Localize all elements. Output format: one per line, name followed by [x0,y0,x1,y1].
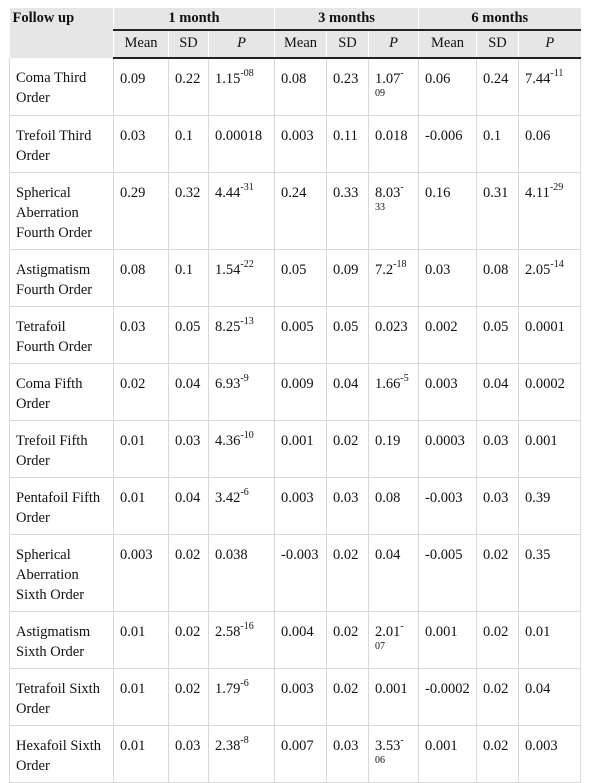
cell-value: 0.03 [333,738,359,754]
cell-exponent: -22 [240,259,254,270]
cell-value: 0.04 [375,547,401,563]
p-3-months-cell [369,173,419,250]
p-1-month-cell [209,364,275,421]
cell-value: 0.0001 [525,319,565,335]
table-row [10,307,581,364]
cell-exponent: -07 [375,621,404,652]
cell-value: 0.018 [375,128,408,144]
mean-3-months-cell [275,612,327,669]
sd-3-months-cell [327,116,369,173]
cell-value: 0.0003 [425,433,465,449]
cell-value: 0.05 [333,319,359,335]
row-label: Trefoil Third Order [10,116,114,173]
mean-header: Mean [419,30,477,58]
sd-6-months-cell [477,535,519,612]
cell-value: 0.04 [175,490,201,506]
mean-1-month-cell [114,116,169,173]
table-row [10,116,581,173]
p-1-month-cell [209,307,275,364]
table-row [10,364,581,421]
sd-1-month-cell [169,307,209,364]
cell-value: 0.32 [175,185,201,201]
cell-value: 0.1 [175,262,194,278]
sd-6-months-cell [477,173,519,250]
mean-3-months-cell [275,421,327,478]
table-container [9,8,580,783]
cell-value: 0.08 [120,262,146,278]
row-label: Spherical Aberration Sixth Order [10,535,114,612]
row-label: Hexafoil Sixth Order [10,726,114,783]
sd-6-months-cell [477,250,519,307]
cell-value: 0.08 [483,262,509,278]
table-row [10,173,581,250]
cell-value: 0.009 [281,376,314,392]
mean-6-months-cell [419,116,477,173]
cell-exponent: -13 [240,316,254,327]
cell-value: 0.06 [425,71,451,87]
cell-value: 0.02 [175,681,201,697]
table-row [10,478,581,535]
cell-value: 0.08 [281,71,307,87]
mean-3-months-cell [275,173,327,250]
sd-6-months-cell [477,726,519,783]
cell-value: 2.38 [215,738,241,754]
cell-value: 0.16 [425,185,451,201]
cell-value: 0.001 [281,433,314,449]
cell-value: 0.003 [281,490,314,506]
mean-1-month-cell [114,307,169,364]
cell-value: 0.003 [281,128,314,144]
sd-1-month-cell [169,173,209,250]
cell-exponent: -06 [375,735,404,766]
p-6-months-cell [519,364,581,421]
cell-value: 0.04 [483,376,509,392]
p-6-months-cell [519,58,581,116]
mean-3-months-cell [275,535,327,612]
cell-exponent: -31 [240,182,254,193]
row-label: Tetrafoil Fourth Order [10,307,114,364]
p-3-months-cell [369,726,419,783]
row-label: Astigmatism Fourth Order [10,250,114,307]
cell-value: 0.03 [175,433,201,449]
sd-3-months-cell [327,612,369,669]
p-6-months-cell [519,535,581,612]
cell-exponent: -16 [240,621,254,632]
sd-1-month-cell [169,364,209,421]
cell-value: 1.15 [215,71,241,87]
cell-value: 8.03 [375,185,401,201]
cell-value: 0.03 [483,433,509,449]
cell-value: 2.01 [375,624,401,640]
sd-6-months-cell [477,669,519,726]
cell-value: 4.36 [215,433,241,449]
mean-header: Mean [114,30,169,58]
cell-exponent: -8 [240,735,249,746]
cell-value: 0.02 [175,547,201,563]
table-header [10,8,581,58]
p-3-months-cell [369,421,419,478]
sd-header: SD [327,30,369,58]
cell-value: 0.03 [120,128,146,144]
mean-6-months-cell [419,307,477,364]
cell-value: 0.01 [120,490,146,506]
p-6-months-cell [519,173,581,250]
mean-1-month-cell [114,478,169,535]
cell-exponent: -09 [375,68,404,99]
table-row [10,612,581,669]
cell-value: 0.01 [120,433,146,449]
mean-3-months-cell [275,250,327,307]
cell-value: 0.02 [333,681,359,697]
table-row [10,58,581,116]
sd-6-months-cell [477,364,519,421]
cell-value: 0.02 [483,547,509,563]
cell-value: 0.001 [425,738,458,754]
aberration-table [9,8,581,783]
cell-value: 1.07 [375,71,401,87]
cell-value: 0.04 [333,376,359,392]
p-3-months-cell [369,612,419,669]
mean-6-months-cell [419,364,477,421]
mean-6-months-cell [419,669,477,726]
group-header-6-months: 6 months [419,8,581,30]
mean-3-months-cell [275,307,327,364]
cell-exponent: -18 [393,259,407,270]
cell-value: -0.0002 [425,681,470,697]
mean-6-months-cell [419,250,477,307]
cell-value: 0.24 [483,71,509,87]
p-header: P [519,30,581,58]
cell-value: 3.42 [215,490,241,506]
cell-value: 0.06 [525,128,551,144]
sd-3-months-cell [327,669,369,726]
sd-3-months-cell [327,364,369,421]
p-1-month-cell [209,612,275,669]
cell-value: 0.02 [333,624,359,640]
sd-6-months-cell [477,478,519,535]
sd-6-months-cell [477,612,519,669]
sd-3-months-cell [327,250,369,307]
sd-1-month-cell [169,116,209,173]
mean-3-months-cell [275,478,327,535]
mean-6-months-cell [419,421,477,478]
cell-value: 0.01 [120,681,146,697]
sd-1-month-cell [169,669,209,726]
p-3-months-cell [369,307,419,364]
row-label: Tetrafoil Sixth Order [10,669,114,726]
mean-1-month-cell [114,421,169,478]
cell-exponent: -08 [240,68,254,79]
p-3-months-cell [369,478,419,535]
sd-3-months-cell [327,307,369,364]
mean-1-month-cell [114,535,169,612]
mean-6-months-cell [419,535,477,612]
cell-value: 0.00018 [215,128,263,144]
cell-value: 0.02 [483,681,509,697]
cell-value: -0.005 [425,547,463,563]
p-header: P [209,30,275,58]
cell-value: 0.11 [333,128,358,144]
mean-1-month-cell [114,250,169,307]
cell-value: 0.35 [525,547,551,563]
sd-1-month-cell [169,726,209,783]
follow-up-header: Follow up [10,8,114,58]
cell-value: 0.02 [333,547,359,563]
mean-3-months-cell [275,669,327,726]
mean-1-month-cell [114,364,169,421]
mean-1-month-cell [114,612,169,669]
p-1-month-cell [209,478,275,535]
table-body [10,58,581,783]
cell-value: 0.038 [215,547,248,563]
mean-1-month-cell [114,726,169,783]
row-label: Coma Third Order [10,58,114,116]
cell-value: 0.003 [525,738,558,754]
p-1-month-cell [209,669,275,726]
table-row [10,726,581,783]
cell-value: 0.05 [483,319,509,335]
cell-value: 0.05 [175,319,201,335]
p-3-months-cell [369,669,419,726]
cell-value: 0.09 [120,71,146,87]
cell-value: 1.66 [375,376,401,392]
cell-value: 6.93 [215,376,241,392]
p-6-months-cell [519,612,581,669]
mean-6-months-cell [419,612,477,669]
sd-3-months-cell [327,173,369,250]
cell-value: 7.44 [525,71,551,87]
cell-value: 0.01 [120,738,146,754]
p-6-months-cell [519,250,581,307]
cell-value: 0.1 [175,128,194,144]
cell-value: 0.02 [333,433,359,449]
cell-value: 0.29 [120,185,146,201]
cell-value: 7.2 [375,262,394,278]
cell-exponent: -29 [549,182,564,193]
group-header-1-month: 1 month [114,8,275,30]
p-6-months-cell [519,726,581,783]
row-label: Coma Fifth Order [10,364,114,421]
cell-value: 0.04 [525,681,551,697]
cell-value: 0.33 [333,185,359,201]
cell-value: 0.005 [281,319,314,335]
cell-value: 0.03 [175,738,201,754]
cell-value: 0.39 [525,490,551,506]
mean-3-months-cell [275,58,327,116]
cell-value: 2.05 [525,262,551,278]
cell-value: 0.003 [425,376,458,392]
p-1-month-cell [209,173,275,250]
cell-exponent: -6 [240,678,249,689]
cell-value: 0.09 [333,262,359,278]
cell-value: 2.58 [215,624,241,640]
p-3-months-cell [369,364,419,421]
sd-3-months-cell [327,535,369,612]
cell-value: 0.004 [281,624,314,640]
sd-1-month-cell [169,478,209,535]
cell-value: 1.54 [215,262,241,278]
cell-value: -0.003 [425,490,463,506]
sd-1-month-cell [169,250,209,307]
sd-3-months-cell [327,478,369,535]
row-label: Spherical Aberration Fourth Order [10,173,114,250]
cell-value: 0.03 [483,490,509,506]
cell-value: 0.19 [375,433,401,449]
cell-value: 4.44 [215,185,241,201]
p-1-month-cell [209,58,275,116]
p-1-month-cell [209,535,275,612]
cell-value: 0.24 [281,185,307,201]
cell-value: 0.001 [525,433,558,449]
cell-value: 0.02 [175,624,201,640]
cell-value: 0.08 [375,490,401,506]
p-1-month-cell [209,726,275,783]
p-3-months-cell [369,58,419,116]
sd-header: SD [169,30,209,58]
sd-1-month-cell [169,58,209,116]
table-row [10,669,581,726]
cell-value: 0.05 [281,262,307,278]
p-3-months-cell [369,116,419,173]
sd-3-months-cell [327,58,369,116]
mean-3-months-cell [275,116,327,173]
sd-1-month-cell [169,421,209,478]
cell-value: 1.79 [215,681,241,697]
cell-value: 0.023 [375,319,408,335]
mean-1-month-cell [114,58,169,116]
cell-value: 4.11 [525,185,550,201]
sd-3-months-cell [327,726,369,783]
mean-6-months-cell [419,478,477,535]
p-6-months-cell [519,307,581,364]
mean-header: Mean [275,30,327,58]
mean-6-months-cell [419,173,477,250]
mean-3-months-cell [275,364,327,421]
cell-exponent: -10 [240,430,254,441]
p-3-months-cell [369,535,419,612]
cell-value: 0.001 [375,681,408,697]
table-row [10,421,581,478]
cell-value: 0.007 [281,738,314,754]
cell-value: 0.02 [120,376,146,392]
cell-value: 3.53 [375,738,401,754]
mean-3-months-cell [275,726,327,783]
cell-value: 0.003 [120,547,153,563]
sd-6-months-cell [477,421,519,478]
mean-6-months-cell [419,58,477,116]
p-1-month-cell [209,421,275,478]
row-label: Pentafoil Fifth Order [10,478,114,535]
sd-6-months-cell [477,116,519,173]
cell-value: 8.25 [215,319,241,335]
p-1-month-cell [209,250,275,307]
cell-value: 0.0002 [525,376,565,392]
group-header-3-months: 3 months [275,8,419,30]
mean-6-months-cell [419,726,477,783]
p-1-month-cell [209,116,275,173]
table-row [10,250,581,307]
row-label: Astigmatism Sixth Order [10,612,114,669]
cell-value: 0.002 [425,319,458,335]
mean-1-month-cell [114,173,169,250]
cell-value: 0.1 [483,128,502,144]
cell-value: 0.001 [425,624,458,640]
cell-value: 0.22 [175,71,201,87]
cell-exponent: -11 [550,68,564,79]
cell-exponent: -33 [375,182,404,213]
cell-value: 0.003 [281,681,314,697]
cell-value: 0.04 [175,376,201,392]
sd-1-month-cell [169,612,209,669]
cell-value: 0.02 [483,738,509,754]
cell-exponent: -6 [240,487,249,498]
row-label: Trefoil Fifth Order [10,421,114,478]
p-6-months-cell [519,478,581,535]
cell-value: 0.03 [333,490,359,506]
sd-6-months-cell [477,307,519,364]
cell-value: 0.02 [483,624,509,640]
p-6-months-cell [519,421,581,478]
cell-value: 0.03 [425,262,451,278]
cell-value: 0.01 [525,624,551,640]
p-6-months-cell [519,116,581,173]
cell-value: 0.31 [483,185,509,201]
cell-value: 0.01 [120,624,146,640]
mean-1-month-cell [114,669,169,726]
cell-value: -0.003 [281,547,319,563]
sd-header: SD [477,30,519,58]
cell-value: 0.23 [333,71,359,87]
cell-exponent: -5 [400,373,409,384]
p-header: P [369,30,419,58]
sd-3-months-cell [327,421,369,478]
p-6-months-cell [519,669,581,726]
table-row [10,535,581,612]
cell-value: 0.03 [120,319,146,335]
cell-exponent: -14 [550,259,564,270]
p-3-months-cell [369,250,419,307]
cell-exponent: -9 [240,373,249,384]
sd-6-months-cell [477,58,519,116]
cell-value: -0.006 [425,128,463,144]
sd-1-month-cell [169,535,209,612]
